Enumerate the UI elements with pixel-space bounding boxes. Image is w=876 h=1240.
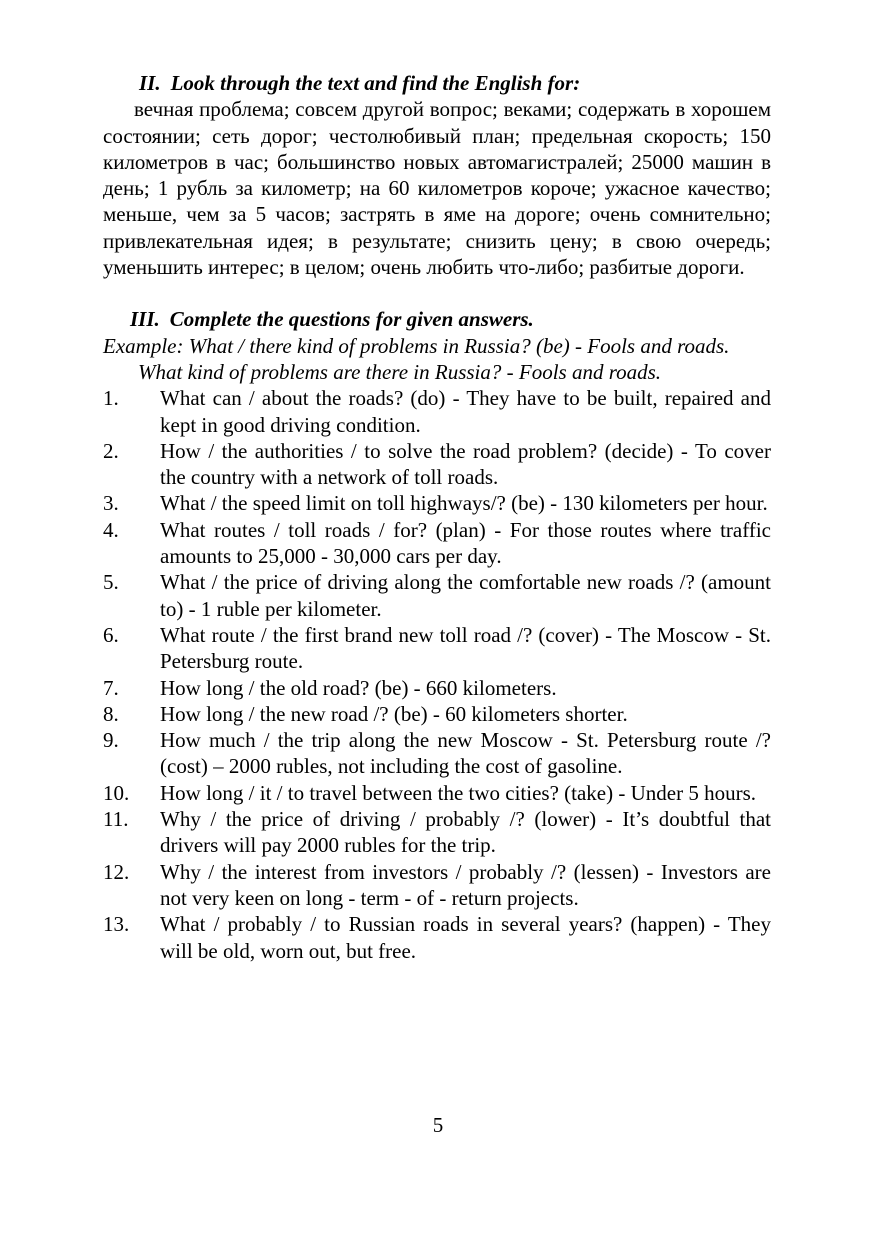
question-number: 12. xyxy=(103,859,130,884)
section-3-numeral: III. xyxy=(130,307,160,332)
question-text: What / the speed limit on toll highways/? (be) - 130 kilometers per hour. xyxy=(160,491,768,516)
question-number: 8. xyxy=(103,701,119,726)
example-prompt: Example: What / there kind of problems in Russia? (be) - Fools and roads. xyxy=(103,333,730,358)
question-text: What routes / toll roads / for? (plan) - For those routes where traffic amounts to 25,000 - 30,000 cars per day. xyxy=(160,517,771,569)
question-text: How / the authorities / to solve the road problem? (decide) - To cover the country with a network of toll roads. xyxy=(160,438,771,490)
question-number: 6. xyxy=(103,622,119,647)
section-2-title: Look through the text and find the English for: xyxy=(170,71,581,95)
question-item xyxy=(103,911,771,964)
section-2-numeral: II. xyxy=(139,71,161,95)
question-text: What can / about the roads? (do) - They have to be built, repaired and kept in good driving condition. xyxy=(160,386,771,437)
question-number: 5. xyxy=(103,570,119,595)
example-answer: What kind of problems are there in Russia? - Fools and roads. xyxy=(138,359,662,384)
question-item xyxy=(103,701,771,727)
question-item xyxy=(103,569,771,622)
question-text: How long / the new road /? (be) - 60 kilometers shorter. xyxy=(160,701,628,726)
question-item xyxy=(103,675,771,701)
question-text: How long / it / to travel between the two cities? (take) - Under 5 hours. xyxy=(160,780,756,805)
section-2-vocabulary-paragraph: вечная проблема; совсем другой вопрос; веками; содержать в хорошем состоянии; сеть дорог; честолюбивый план; предельная скорость; 150 километров в час; большинство новых автомагистралей; 25000 машин в день; 1 рубль за километр; на 60 километров короче; ужасное качество; меньше, чем за 5 часов; застрять в яме на дороге; очень сомнительно; привлекательная идея; в результате; снизить цену; в свою очередь; уменьшить интерес; в целом; очень любить что-либо; разбитые дороги. xyxy=(103,97,771,280)
section-3-title: Complete the questions for given answers. xyxy=(169,307,534,332)
page-number: 5 xyxy=(432,1113,444,1137)
question-text: What / the price of driving along the comfortable new roads /? (amount to) - 1 ruble per kilometer. xyxy=(160,570,771,621)
question-item xyxy=(103,727,771,780)
question-number: 9. xyxy=(103,728,119,753)
question-list xyxy=(103,385,771,964)
question-item xyxy=(103,517,771,570)
question-item xyxy=(103,490,771,516)
question-number: 1. xyxy=(103,386,119,411)
question-number: 11. xyxy=(103,807,129,832)
question-item xyxy=(103,385,771,438)
question-item xyxy=(103,806,771,859)
section-3-heading xyxy=(103,306,771,332)
question-text: How long / the old road? (be) - 660 kilometers. xyxy=(160,675,557,700)
question-number: 3. xyxy=(103,491,119,516)
question-text: How much / the trip along the new Moscow - St. Petersburg route /? (cost) – 2000 rubles, not including the cost of gasoline. xyxy=(160,728,771,779)
question-number: 10. xyxy=(103,780,130,805)
question-item xyxy=(103,780,771,806)
question-text: What route / the first brand new toll road /? (cover) - The Moscow - St. Petersburg route. xyxy=(160,622,771,674)
question-item xyxy=(103,438,771,491)
question-text: Why / the interest from investors / probably /? (lessen) - Investors are not very keen on long - term - of - return projects. xyxy=(160,859,771,910)
question-text: Why / the price of driving / probably /? (lower) - It’s doubtful that drivers will pay 2000 rubles for the trip. xyxy=(160,807,771,858)
question-item xyxy=(103,859,771,912)
question-number: 2. xyxy=(103,438,119,463)
section-2-heading xyxy=(103,70,771,96)
question-number: 4. xyxy=(103,517,119,542)
question-item xyxy=(103,622,771,675)
question-text: What / probably / to Russian roads in several years? (happen) - They will be old, worn out, but free. xyxy=(160,912,771,963)
question-number: 7. xyxy=(103,675,119,700)
page-content xyxy=(103,70,771,964)
question-number: 13. xyxy=(103,912,130,937)
